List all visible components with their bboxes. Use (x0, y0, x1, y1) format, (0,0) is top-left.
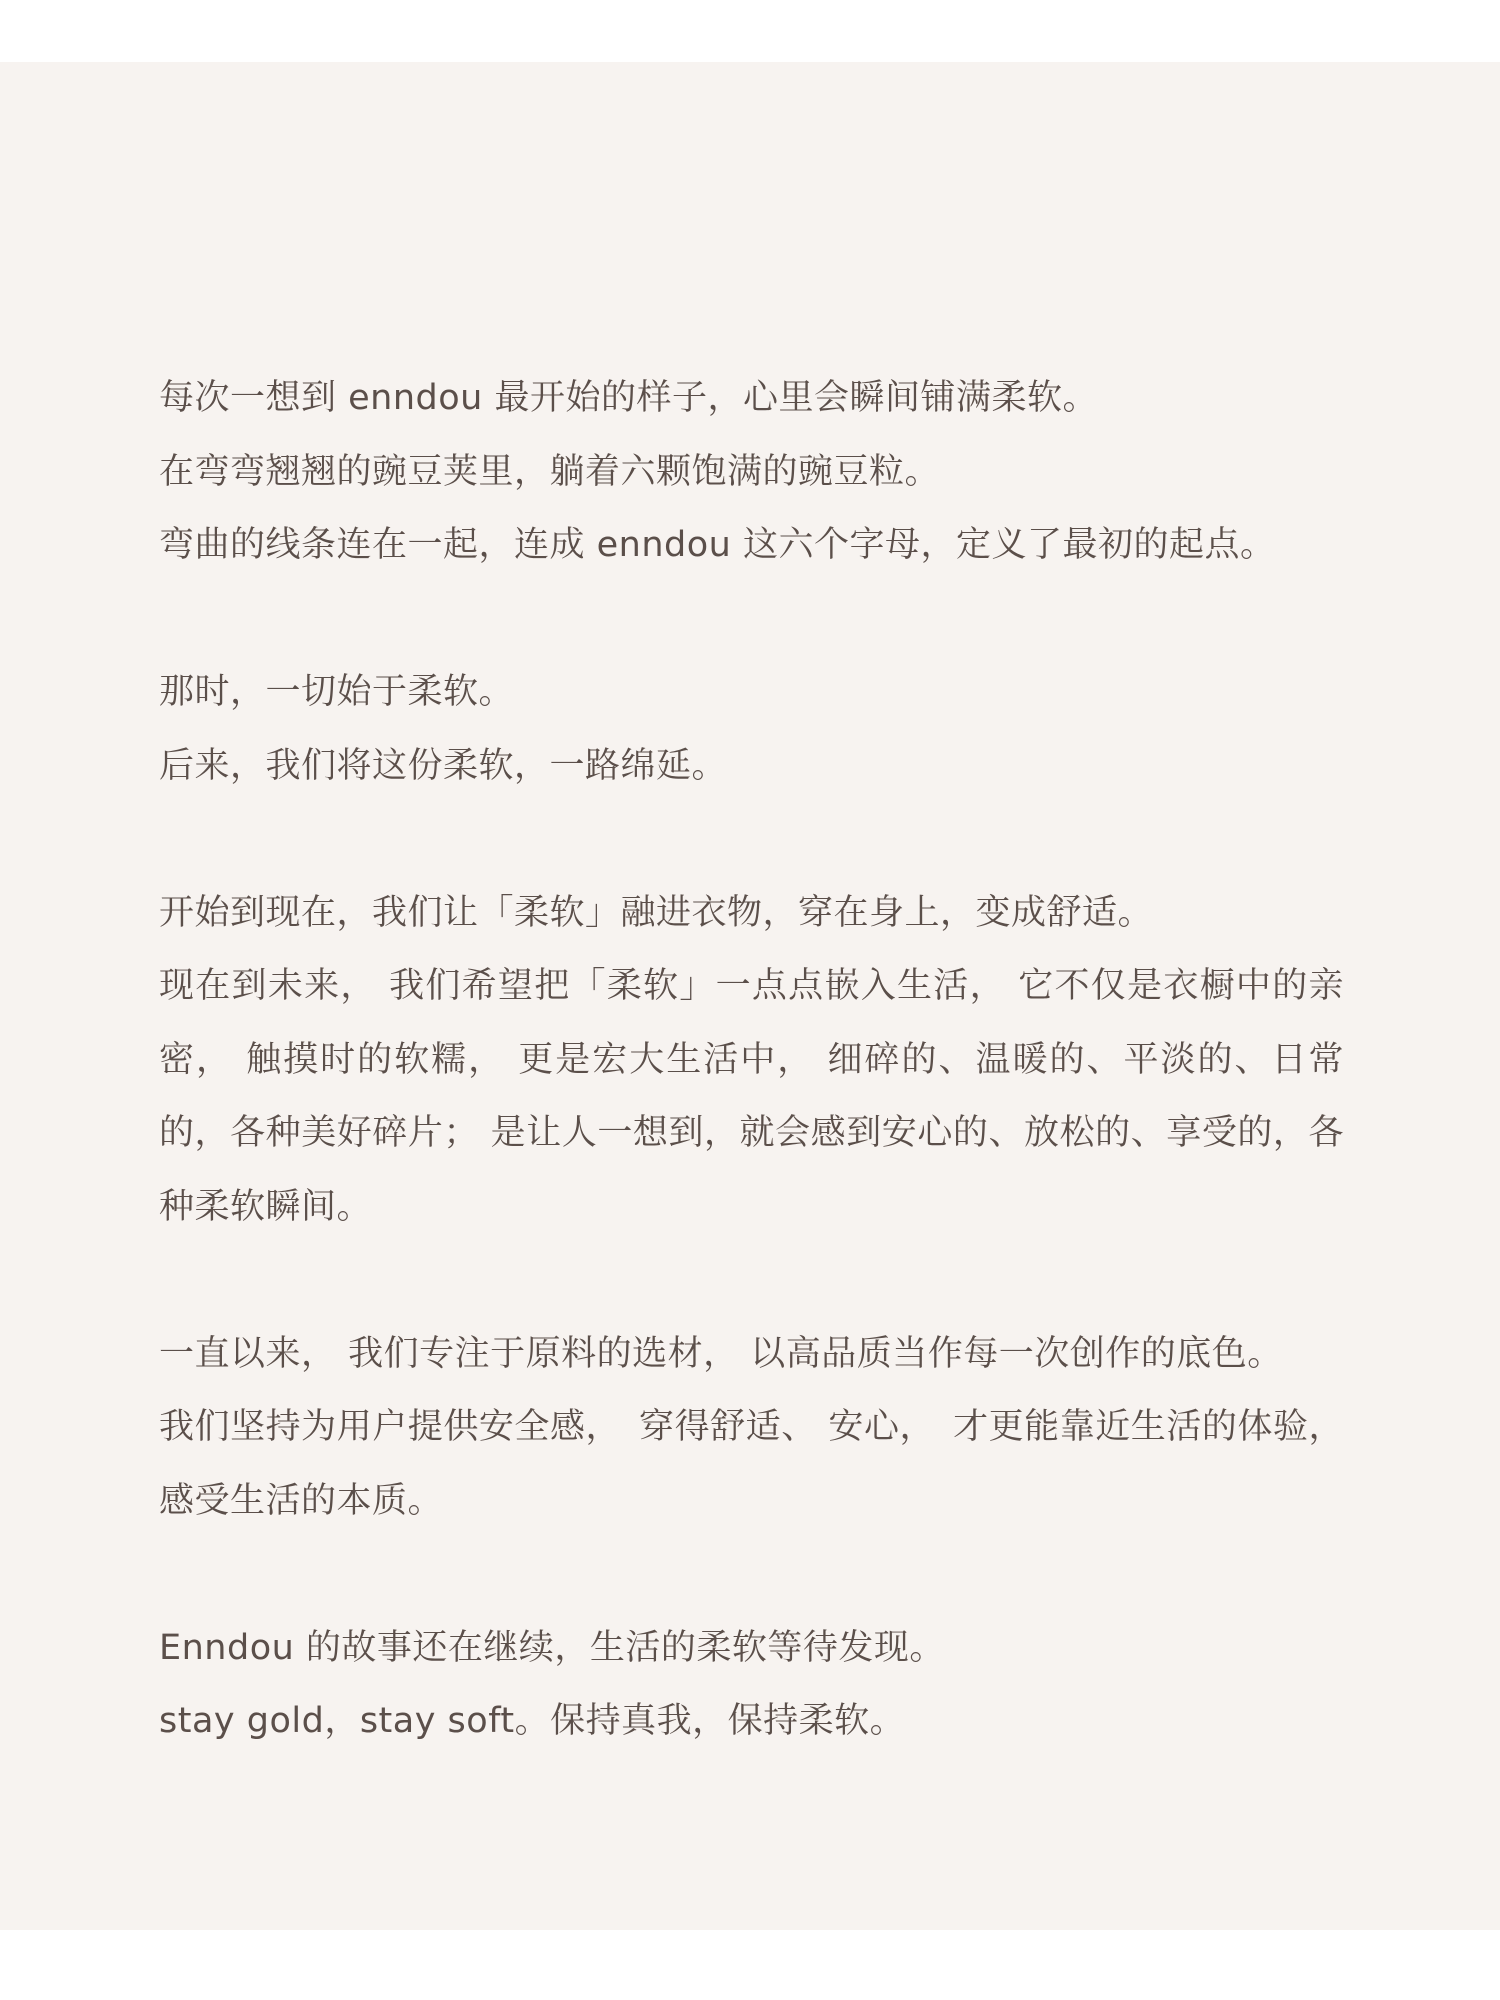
paragraph-closing (159, 1612, 1344, 1759)
paragraph-future (159, 877, 1344, 1245)
text-line: stay gold，stay soft。保持真我，保持柔软。 (159, 1701, 906, 1741)
text-line: 在弯弯翘翘的豌豆荚里，躺着六颗饱满的豌豆粒。 (159, 451, 941, 492)
text-block: 我们坚持为用户提供安全感， 穿得舒适、 安心， 才更能靠近生活的体验，感受生活的本质。 (159, 1407, 1344, 1521)
text-block: 现在到未来， 我们希望把「柔软」一点点嵌入生活， 它不仅是衣橱中的亲密， 触摸时的软糯， 更是宏大生活中， 细碎的、温暖的、平淡的、日常的，各种美好碎片； 是让人一想到，就会感到安心的、放松的、享受的，各种柔软瞬间。 (159, 966, 1344, 1227)
text-line: Enndou 的故事还在继续，生活的柔软等待发现。 (159, 1627, 945, 1668)
text-line: 后来，我们将这份柔软，一路绵延。 (159, 745, 728, 786)
text-line: 一直以来， 我们专注于原料的选材， 以高品质当作每一次创作的底色。 (159, 1333, 1283, 1374)
text-line: 那时，一切始于柔软。 (159, 672, 515, 712)
content-panel (0, 62, 1500, 1930)
text-line: 弯曲的线条连在一起，连成 enndou 这六个字母，定义了最初的起点。 (159, 525, 1276, 565)
paragraph-softness (159, 656, 1344, 803)
text-line: 开始到现在，我们让「柔软」融进衣物，穿在身上，变成舒适。 (159, 892, 1154, 933)
text-line: 每次一想到 enndou 最开始的样子，心里会瞬间铺满柔软。 (159, 378, 1098, 418)
paragraph-quality (159, 1318, 1344, 1539)
paragraph-origin (159, 362, 1344, 583)
brand-story (159, 362, 1344, 1759)
